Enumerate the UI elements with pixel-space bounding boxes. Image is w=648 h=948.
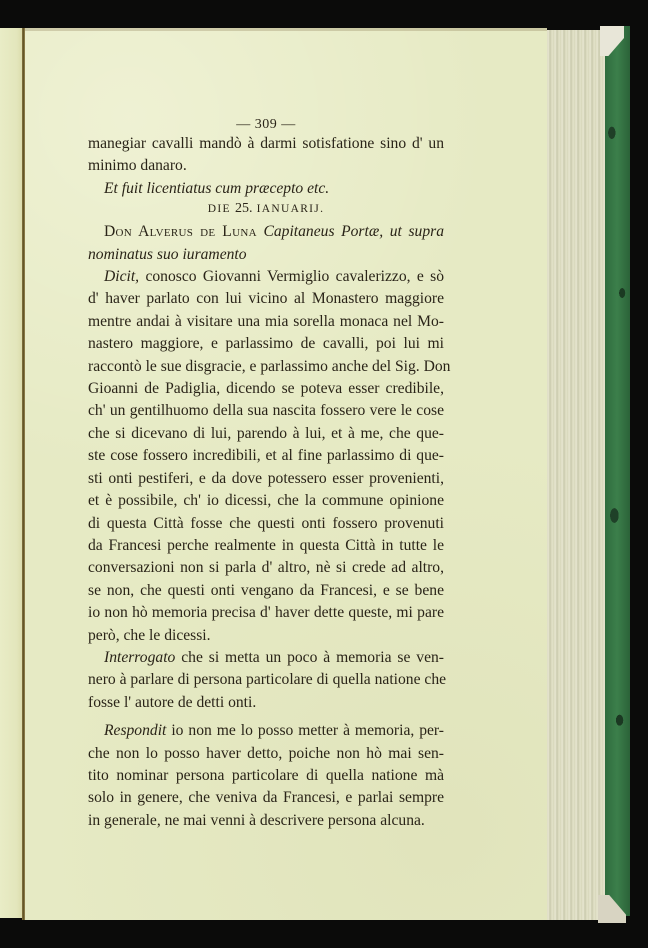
page-text: [88, 114, 451, 832]
text-span: conosco Giovanni Vermiglio cavalerizzo, e sò: [145, 268, 444, 286]
text-line: però, che le dicessi.: [88, 626, 211, 644]
text-span: che si metta un poco à memoria se ven-: [181, 648, 445, 666]
text-line: ste cose fossero incredibili, et al fine parlassimo di que-: [88, 447, 444, 465]
lead-word: Dicit,: [104, 268, 140, 286]
text-line: et è possibile, ch' io dicessi, che la commune opinione: [88, 492, 444, 510]
date-month: IANUARIJ.: [256, 203, 325, 216]
book-gutter: [22, 28, 25, 920]
paragraph-licentiatus: [88, 178, 444, 200]
text-line: nastero maggiore, e parlassimo de cavalli, poi lui mi: [88, 335, 444, 353]
witness-name: Don Alverus de Luna: [104, 223, 257, 241]
text-line: mentre andai à visitare una mia sorella monaca nel Mo-: [88, 312, 444, 330]
text-line: se non, che questi onti vengano da Francesi, e se bene: [88, 581, 444, 599]
text-line: [88, 244, 444, 266]
italic-text: nominatus suo iuramento: [88, 245, 247, 263]
text-line: [88, 720, 444, 742]
date-heading: [88, 200, 444, 218]
text-line: conversazioni non si parla d' altro, nè si crede ad altro,: [88, 559, 444, 577]
italic-text: Et fuit licentiatus cum præcepto etc.: [104, 179, 330, 197]
text-line: tito nominar persona particolare di quella natione mà: [88, 766, 444, 784]
text-line: minimo danaro.: [88, 157, 187, 175]
text-line: che non lo posso haver detto, poiche non hò mai sen-: [88, 744, 444, 762]
paragraph-dicit: [88, 266, 451, 647]
text-line: raccontò le sue disgracie, e parlassimo anche del Sig. Don: [88, 357, 451, 375]
witness-title: Capitaneus Portæ, ut supra: [263, 223, 444, 241]
text-line: Gioanni de Padiglia, dicendo se poteva esser credibile,: [88, 380, 444, 398]
text-line: [88, 647, 444, 669]
date-prefix: DIE: [207, 203, 231, 216]
date-number: 25.: [234, 201, 253, 217]
text-line: [88, 178, 444, 200]
text-line: di questa Città fosse che questi onti fossero provenuti: [88, 514, 444, 532]
page-number: — 309 —: [236, 117, 296, 132]
text-line: in generale, ne mai venni à descrivere persona alcuna.: [88, 811, 425, 829]
text-line: sti onti pestiferi, e da dove potessero esser provenienti,: [88, 469, 444, 487]
paragraph-witness: [88, 221, 444, 266]
text-line: che si dicevano di lui, parendo à lui, et à me, che que-: [88, 424, 444, 442]
paragraph-1: [88, 133, 444, 178]
text-line: d' haver parlato con lui vicino al Monastero maggiore: [88, 290, 444, 308]
previous-page-strip: [0, 28, 24, 918]
text-line: io non hò memoria precisa d' haver dette queste, mi pare: [88, 604, 444, 622]
green-marbled-cover: [604, 26, 630, 916]
text-span: io non me lo posso metter à memoria, per-: [171, 722, 444, 740]
paragraph-interrogato: [88, 647, 447, 714]
lead-word: Interrogato: [104, 648, 176, 666]
lead-word: Respondit: [104, 722, 167, 740]
text-line: ch' un gentilhuomo della sua nascita fossero vere le cose: [88, 402, 444, 420]
paragraph-respondit: [88, 720, 444, 832]
text-line: [88, 266, 444, 288]
text-line: nero à parlare di persona particolare di quella natione che: [88, 671, 447, 689]
text-line: da Francesi perche realmente in questa Città in tutte le: [88, 536, 444, 554]
text-line: manegiar cavalli mandò à darmi sotisfatione sino d' un: [88, 135, 444, 152]
text-line: solo in genere, che veniva da Francesi, e parlai sempre: [88, 789, 444, 807]
page-edges-stack: [545, 30, 605, 920]
page-top-shadow: [25, 28, 547, 31]
text-line: [88, 221, 444, 243]
text-line: fosse l' autore de detti onti.: [88, 693, 257, 711]
